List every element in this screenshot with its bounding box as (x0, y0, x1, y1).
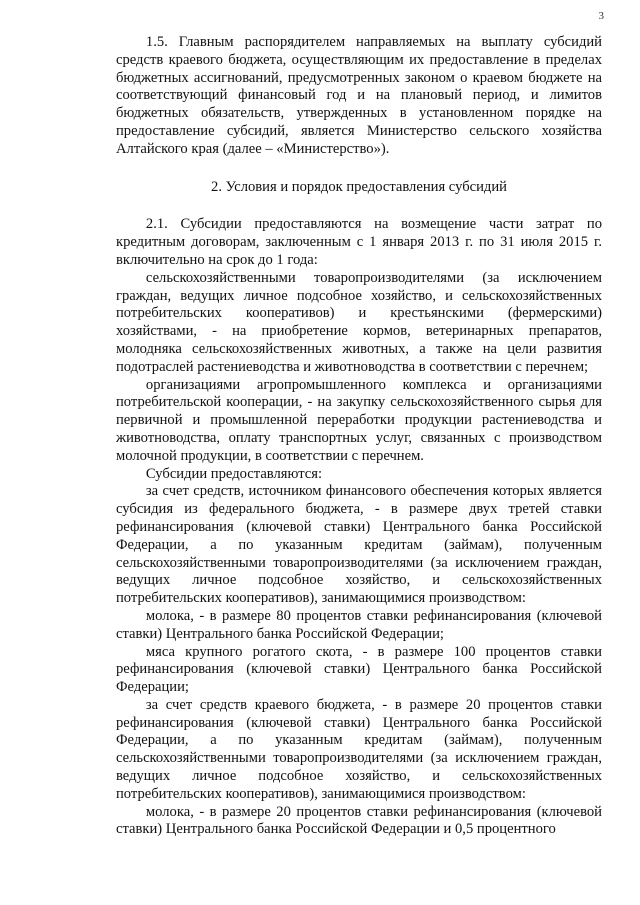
paragraph-regional-budget: за счет средств краевого бюджета, - в размере 20 процентов ставки рефинансирования (ключевой ставки) Центрального банка Российской Федерации, а по указанным кредитам (займам), полученным сельскохозяйственными товаропроизводителями (за исключением граждан, ведущих личное подсобное хозяйство, и сельскохозяйственных потребительских кооперативов), занимающимися производством: (116, 696, 602, 802)
paragraph-2-1: 2.1. Субсидии предоставляются на возмещение части затрат по кредитным договорам, заключенным с 1 января 2013 г. по 31 июля 2015 г. включительно на срок до 1 года: (116, 216, 602, 268)
paragraph-milk-80: молока, - в размере 80 процентов ставки рефинансирования (ключевой ставки) Центрального банка Российской Федерации; (116, 607, 602, 642)
paragraph-1-5: 1.5. Главным распорядителем направляемых на выплату субсидий средств краевого бюджета, осуществляющим их предоставление в пределах бюджетных ассигнований, предусмотренных законом о краевом бюджете на соответствующий финансовый год и на плановый период, и лимитов бюджетных обязательств, утвержденных в установленном порядке на предоставление субсидий, является Министерство сельского хозяйства Алтайского края (далее – «Министерство»). (116, 34, 602, 157)
paragraph-milk-20: молока, - в размере 20 процентов ставки рефинансирования (ключевой ставки) Центрального банка Российской Федерации и 0,5 процентного (116, 803, 602, 838)
section-2-heading: 2. Условия и порядок предоставления субсидий (211, 178, 507, 195)
document-body (116, 34, 602, 839)
paragraph-subsidies-provided: Субсидии предоставляются: (145, 465, 322, 482)
paragraph-organizations: организациями агропромышленного комплекса и организациями потребительской кооперации, - на закупку сельскохозяйственного сырья для первичной и промышленной переработки продукции растениеводства и животноводства, оплату транспортных услуг, связанных с производством молочной продукции, в соответствии с перечнем. (116, 376, 602, 464)
paragraph-producers: сельскохозяйственными товаропроизводителями (за исключением граждан, ведущих личное подсобное хозяйство, и сельскохозяйственных потребительских кооперативов) и крестьянскими (фермерскими) хозяйствами, - на приобретение кормов, ветеринарных препаратов, молодняка сельскохозяйственных животных, а также на цели развития подотраслей растениеводства и животноводства в соответствии с перечнем; (116, 269, 602, 375)
page-number: 3 (598, 10, 604, 22)
paragraph-meat-100: мяса крупного рогатого скота, - в размере 100 процентов ставки рефинансирования (ключевой ставки) Центрального банка Российской Федерации; (116, 643, 602, 696)
paragraph-federal-budget: за счет средств, источником финансового обеспечения которых является субсидия из федерального бюджета, - в размере двух третей ставки рефинансирования (ключевой ставки) Центрального банка Российской Федерации, а по указанным кредитам (займам), полученным сельскохозяйственными товаропроизводителями (за исключением граждан, ведущих личное подсобное хозяйство, и сельскохозяйственных потребительских кооперативов), занимающимися производством: (116, 483, 602, 607)
